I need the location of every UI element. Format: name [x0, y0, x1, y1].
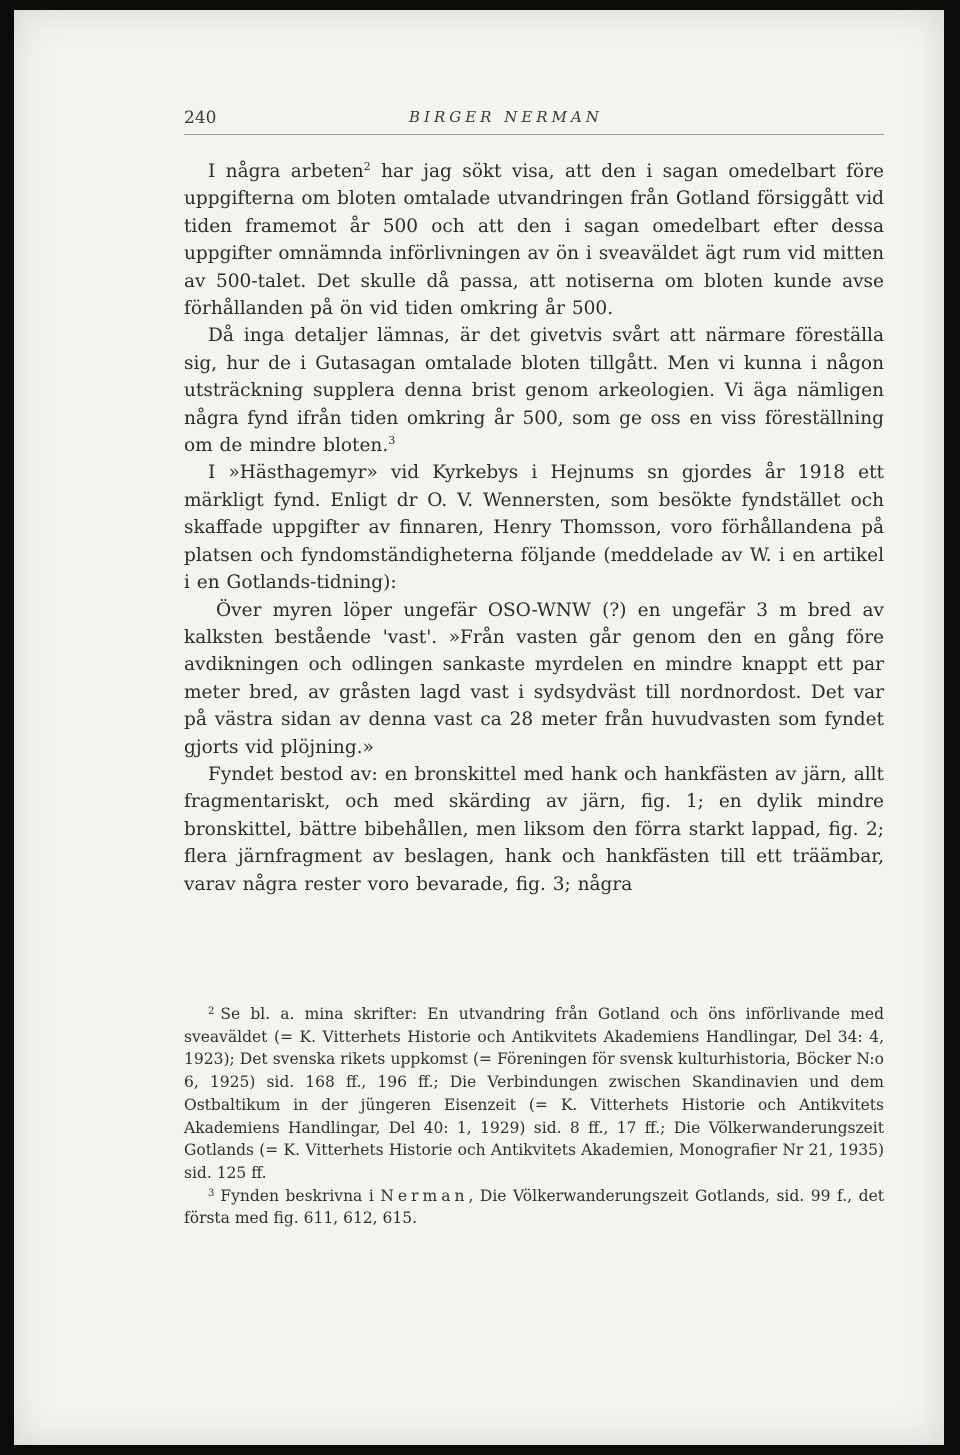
footnote-3-author: Nerman — [380, 1186, 469, 1205]
paragraph-4-quote: Över myren löper ungefär OSO-WNW (?) en ungefär 3 m bred av kalksten bestående 'vast'. »Från vasten går genom den en gång före avdikningen och odlingen sankaste myrdelen en mindre knappt ett par meter bred, av gråsten lagd vast i sydsydväst till nordnordost. Det var på västra sidan av denna vast ca 28 meter från huvudvasten som fyndet gjorts vid plöjning.» — [184, 599, 884, 758]
paragraph-2 — [184, 322, 884, 459]
paragraph-5: Fyndet bestod av: en bronskittel med hank och hankfästen av järn, allt fragmentariskt, och med skärding av järn, fig. 1; en dylik mindre bronskittel, bättre bibehållen, men liksom den förra starkt lappad, fig. 2; flera järnfragment av beslagen, hank och hankfästen till ett träämbar, varav några rester voro bevarade, fig. 3; några — [184, 763, 884, 895]
footnote-2-mark: 2 — [208, 1006, 215, 1017]
paragraph-2-text: Då inga detaljer lämnas, är det givetvis svårt att närmare föreställa sig, hur de i Gutasagan omtalade bloten tillgått. Men vi kunna i någon utsträckning supplera denna brist genom arkeologien. Vi äga nämligen några fynd ifrån tiden omkring år 500, som ge oss en viss föreställning om de mindre bloten. — [184, 325, 884, 457]
footnote-2-text: Se bl. a. mina skrifter: En utvandring från Gotland och öns införlivande med sveaväldet (= K. Vitterhets Historie och Antikvitets Akademiens Handlingar, Del 34: 4, 1923); Det svenska rikets uppkomst (= Föreningen för svensk kulturhistoria, Böcker N:o 6, 1925) sid. 168 ff., 196 ff.; Die Verbindungen zwischen Skandinavien und dem Ostbaltikum in der jüngeren Eisenzeit (= K. Vitterhets Historie och Antikvitets Akademiens Handlingar, Del 40: 1, 1929) sid. 8 ff., 17 ff.; Die Völkerwanderungszeit Gotlands (= K. Vitterhets Historie och Antikvitets Akademien, Monografier Nr 21, 1935) sid. 125 ff. — [184, 1005, 884, 1182]
footnote-3-text-a: Fynden beskrivna i — [220, 1186, 381, 1205]
body-text — [184, 158, 884, 898]
footnote-3-text-b: , Die Völkerwanderungszeit Gotlands, sid. 99 f., det första med fig. 611, 612, 615. — [184, 1186, 884, 1228]
footnote-3 — [184, 1185, 884, 1230]
paragraph-1 — [184, 158, 884, 322]
footnote-ref-3: 3 — [388, 434, 396, 448]
footnote-ref-2: 2 — [363, 160, 371, 173]
paragraph-1-text-a: I några arbeten — [208, 161, 364, 182]
page-number: 240 — [184, 108, 217, 128]
footnote-3-mark: 3 — [208, 1187, 215, 1199]
page-header — [184, 104, 884, 135]
footnote-2 — [184, 1003, 884, 1185]
book-page — [14, 10, 944, 1445]
footnotes — [184, 1003, 884, 1230]
paragraph-3: I »Hästhagemyr» vid Kyrkebys i Hejnums sn gjordes år 1918 ett märkligt fynd. Enligt dr O. V. Wennersten, som besökte fyndstället och skaffade uppgifter av finnaren, Henry Thomsson, voro förhållandena på platsen och fyndomständigheterna följande (meddelade av W. i en artikel i en Gotlands-tidning): — [184, 462, 884, 594]
paragraph-1-text-b: har jag sökt visa, att den i sagan omedelbart före uppgifterna om bloten omtalade utvandringen från Gotland försiggått vid tiden framemot år 500 och att den i sagan omedelbart efter dessa uppgifter omnämnda införlivningen av ön i sveaväldet ägt rum vid mitten av 500-talet. Det skulle då passa, att notiserna om bloten kunde avse förhållanden på ön vid tiden omkring år 500. — [184, 161, 884, 320]
running-head: BIRGER NERMAN — [409, 108, 603, 126]
